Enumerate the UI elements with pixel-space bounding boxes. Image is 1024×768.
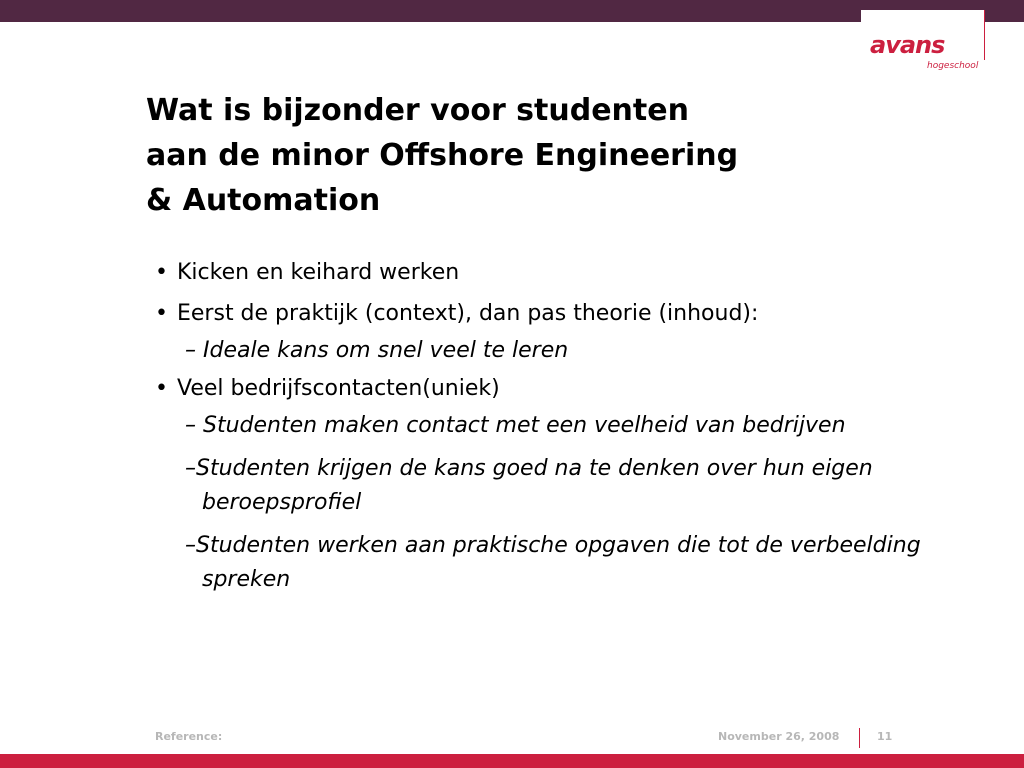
title-line-1: Wat is bijzonder voor studenten (146, 93, 689, 128)
footer-reference: Reference: (155, 730, 223, 743)
sub-bullet-item: –Studenten werken aan praktische opgaven die tot de verbeelding spreken (185, 533, 921, 592)
slide-title (146, 88, 906, 223)
bullet-glyph: • (155, 301, 168, 326)
title-line-3: & Automation (146, 183, 381, 218)
bullet-text: Veel bedrijfscontacten(uniek) (177, 376, 500, 401)
logo-divider (984, 10, 985, 60)
page-number: 11 (877, 730, 893, 743)
logo-subtitle: hogeschool (927, 61, 979, 71)
sub-bullet-item: – Studenten maken contact met een veelheid van bedrijven (185, 413, 846, 438)
bullet-item (155, 258, 955, 287)
bullet-item (155, 299, 955, 328)
sub-bullet-item: –Studenten krijgen de kans goed na te denken over hun eigen beroepsprofiel (185, 456, 873, 515)
bottom-color-band (0, 754, 1024, 768)
footer-date: November 26, 2008 (718, 730, 840, 743)
footer-divider (859, 728, 860, 748)
title-line-2: aan de minor Offshore Engineering (146, 138, 739, 173)
bullet-glyph: • (155, 376, 168, 401)
bullet-text: Kicken en keihard werken (177, 260, 460, 285)
bullet-item (155, 374, 955, 403)
avans-logo: avans (870, 31, 945, 59)
bullet-glyph: • (155, 260, 168, 285)
bullet-list (155, 258, 955, 606)
sub-bullet-item: – Ideale kans om snel veel te leren (185, 338, 569, 363)
bullet-text: Eerst de praktijk (context), dan pas theorie (inhoud): (177, 301, 759, 326)
